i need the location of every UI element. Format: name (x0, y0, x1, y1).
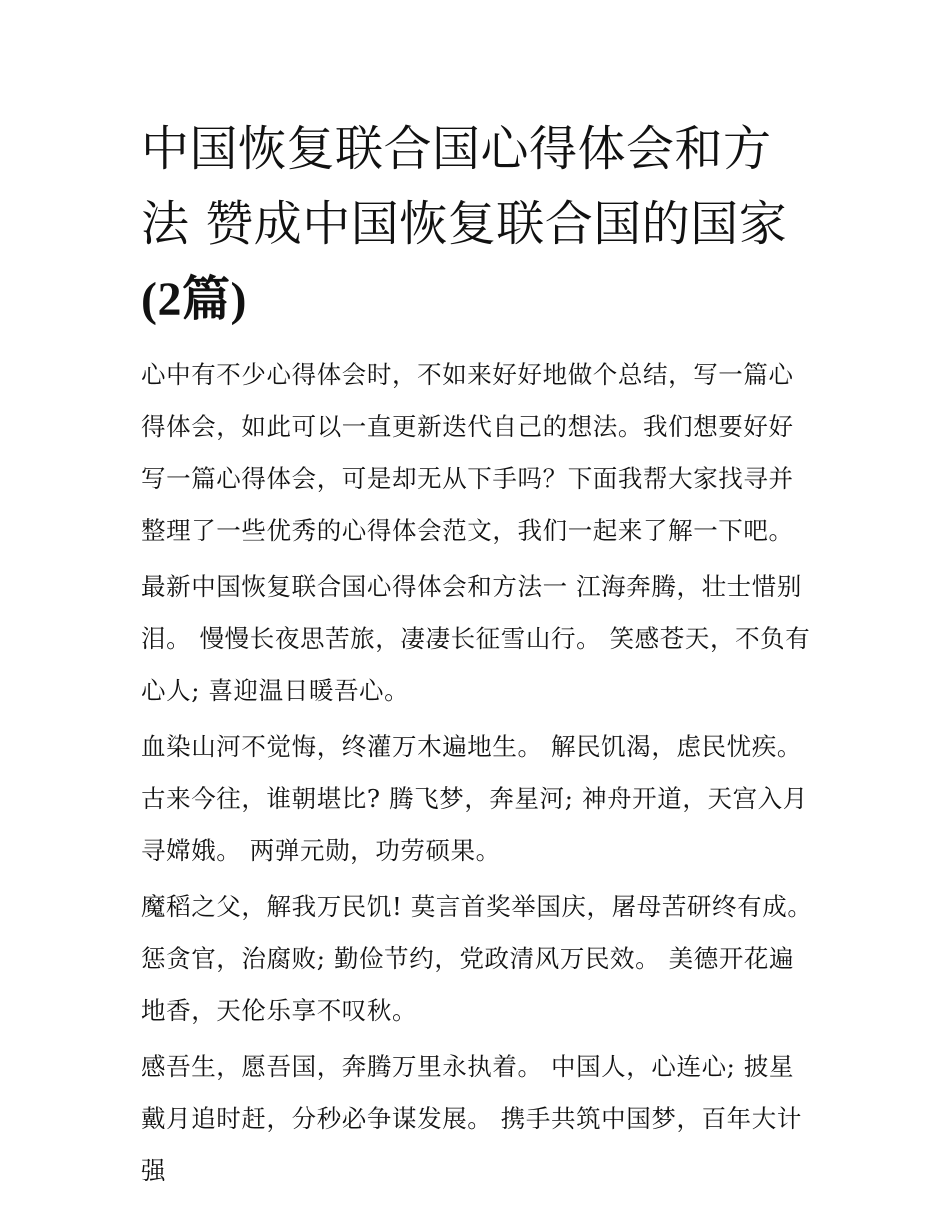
document-content (141, 112, 813, 1197)
paragraph: 血染山河不觉悔，终灌万木遍地生。 解民饥渴，虑民忧疾。古来今往，谁朝堪比? 腾飞梦，奔星河; 神舟开道，天宫入月寻嫦娥。 两弹元勋，功劳硕果。 (141, 732, 808, 865)
paragraph: 感吾生，愿吾国，奔腾万里永执着。 中国人，心连心; 披星戴月追时赶，分秒必争谋发展。 携手共筑中国梦，百年大计强 (141, 1052, 802, 1185)
paragraph: 最新中国恢复联合国心得体会和方法一 江海奔腾，壮士惜别泪。 慢慢长夜思苦旅，凄凄长征雪山行。 笑感苍天，不负有心人; 喜迎温日暖吾心。 (141, 572, 811, 705)
title-count: (2篇) (141, 273, 247, 326)
title-main: 中国恢复联合国心得体会和方法 赞成中国恢复联合国的国家 (141, 121, 788, 252)
paragraph-intro: 心中有不少心得体会时，不如来好好地做个总结，写一篇心得体会，如此可以一直更新迭代自己的想法。我们想要好好写一篇心得体会，可是却无从下手吗？下面我帮大家找寻并整理了一些优秀的心得体会范文，我们一起来了解一下吧。 (141, 360, 794, 545)
document-title (141, 112, 813, 337)
paragraph: 魔稻之父，解我万民饥! 莫言首奖举国庆，屠母苦研终有成。惩贪官，治腐败; 勤俭节约，党政清风万民效。 美德开花遍地香，天伦乐享不叹秋。 (141, 892, 813, 1025)
